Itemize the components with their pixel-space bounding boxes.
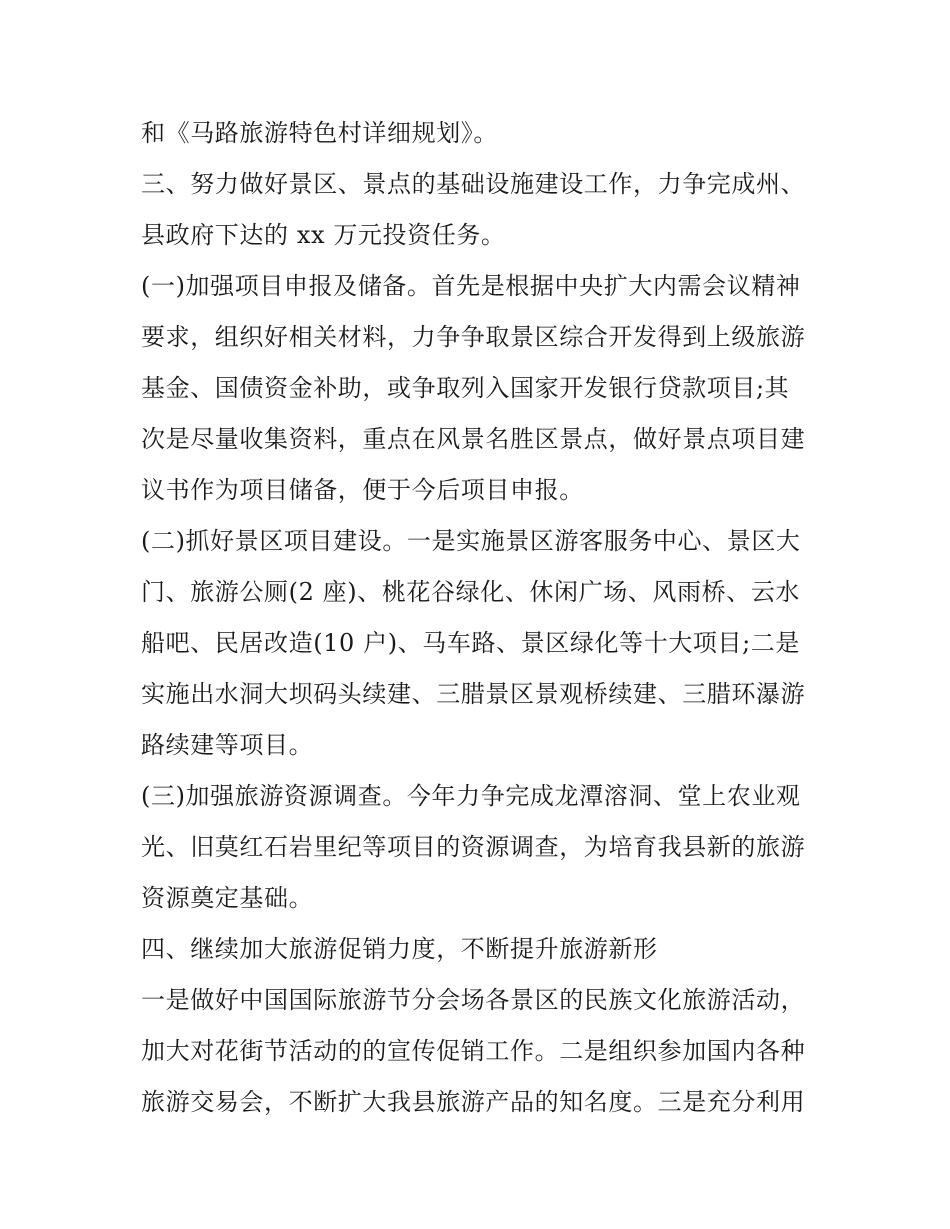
text-line: 旅游交易会，不断扩大我县旅游产品的知名度。三是充分利用 xyxy=(141,1088,806,1116)
text-line: (二)抓好景区项目建设。一是实施景区游客服务中心、景区大 xyxy=(141,527,801,555)
text-line: 三、努力做好景区、景点的基础设施建设工作，力争完成州、 xyxy=(141,170,806,198)
body-text xyxy=(141,108,821,1128)
text-line: 基金、国债资金补助，或争取列入国家开发银行贷款项目;其 xyxy=(141,374,790,402)
text-line: 门、旅游公厕(2 座)、桃花谷绿化、休闲广场、风雨桥、云水 xyxy=(141,578,801,606)
text-line: (三)加强旅游资源调查。今年力争完成龙潭溶洞、堂上农业观 xyxy=(141,782,801,810)
text-line: 资源奠定基础。 xyxy=(141,884,314,912)
text-line: 实施出水洞大坝码头续建、三腊景区景观桥续建、三腊环瀑游 xyxy=(141,680,806,708)
text-line: 和《马路旅游特色村详细规划》。 xyxy=(141,119,498,147)
text-line: 次是尽量收集资料，重点在风景名胜区景点，做好景点项目建 xyxy=(141,425,806,453)
text-line: 四、继续加大旅游促销力度，不断提升旅游新形 xyxy=(141,935,658,963)
text-line: 议书作为项目储备，便于今后项目申报。 xyxy=(141,476,584,504)
text-line: 要求，组织好相关材料，力争争取景区综合开发得到上级旅游 xyxy=(141,323,806,351)
text-line: 船吧、民居改造(10 户)、马车路、景区绿化等十大项目;二是 xyxy=(141,629,800,657)
text-line: 路续建等项目。 xyxy=(141,731,314,759)
text-line: (一)加强项目申报及储备。首先是根据中央扩大内需会议精神 xyxy=(141,272,801,300)
text-line: 县政府下达的 xx 万元投资任务。 xyxy=(141,221,506,249)
text-line: 光、旧莫红石岩里纪等项目的资源调查，为培育我县新的旅游 xyxy=(141,833,806,861)
text-line: 加大对花街节活动的的宣传促销工作。二是组织参加国内各种 xyxy=(141,1037,806,1065)
text-line: 一是做好中国国际旅游节分会场各景区的民族文化旅游活动， xyxy=(141,986,806,1014)
